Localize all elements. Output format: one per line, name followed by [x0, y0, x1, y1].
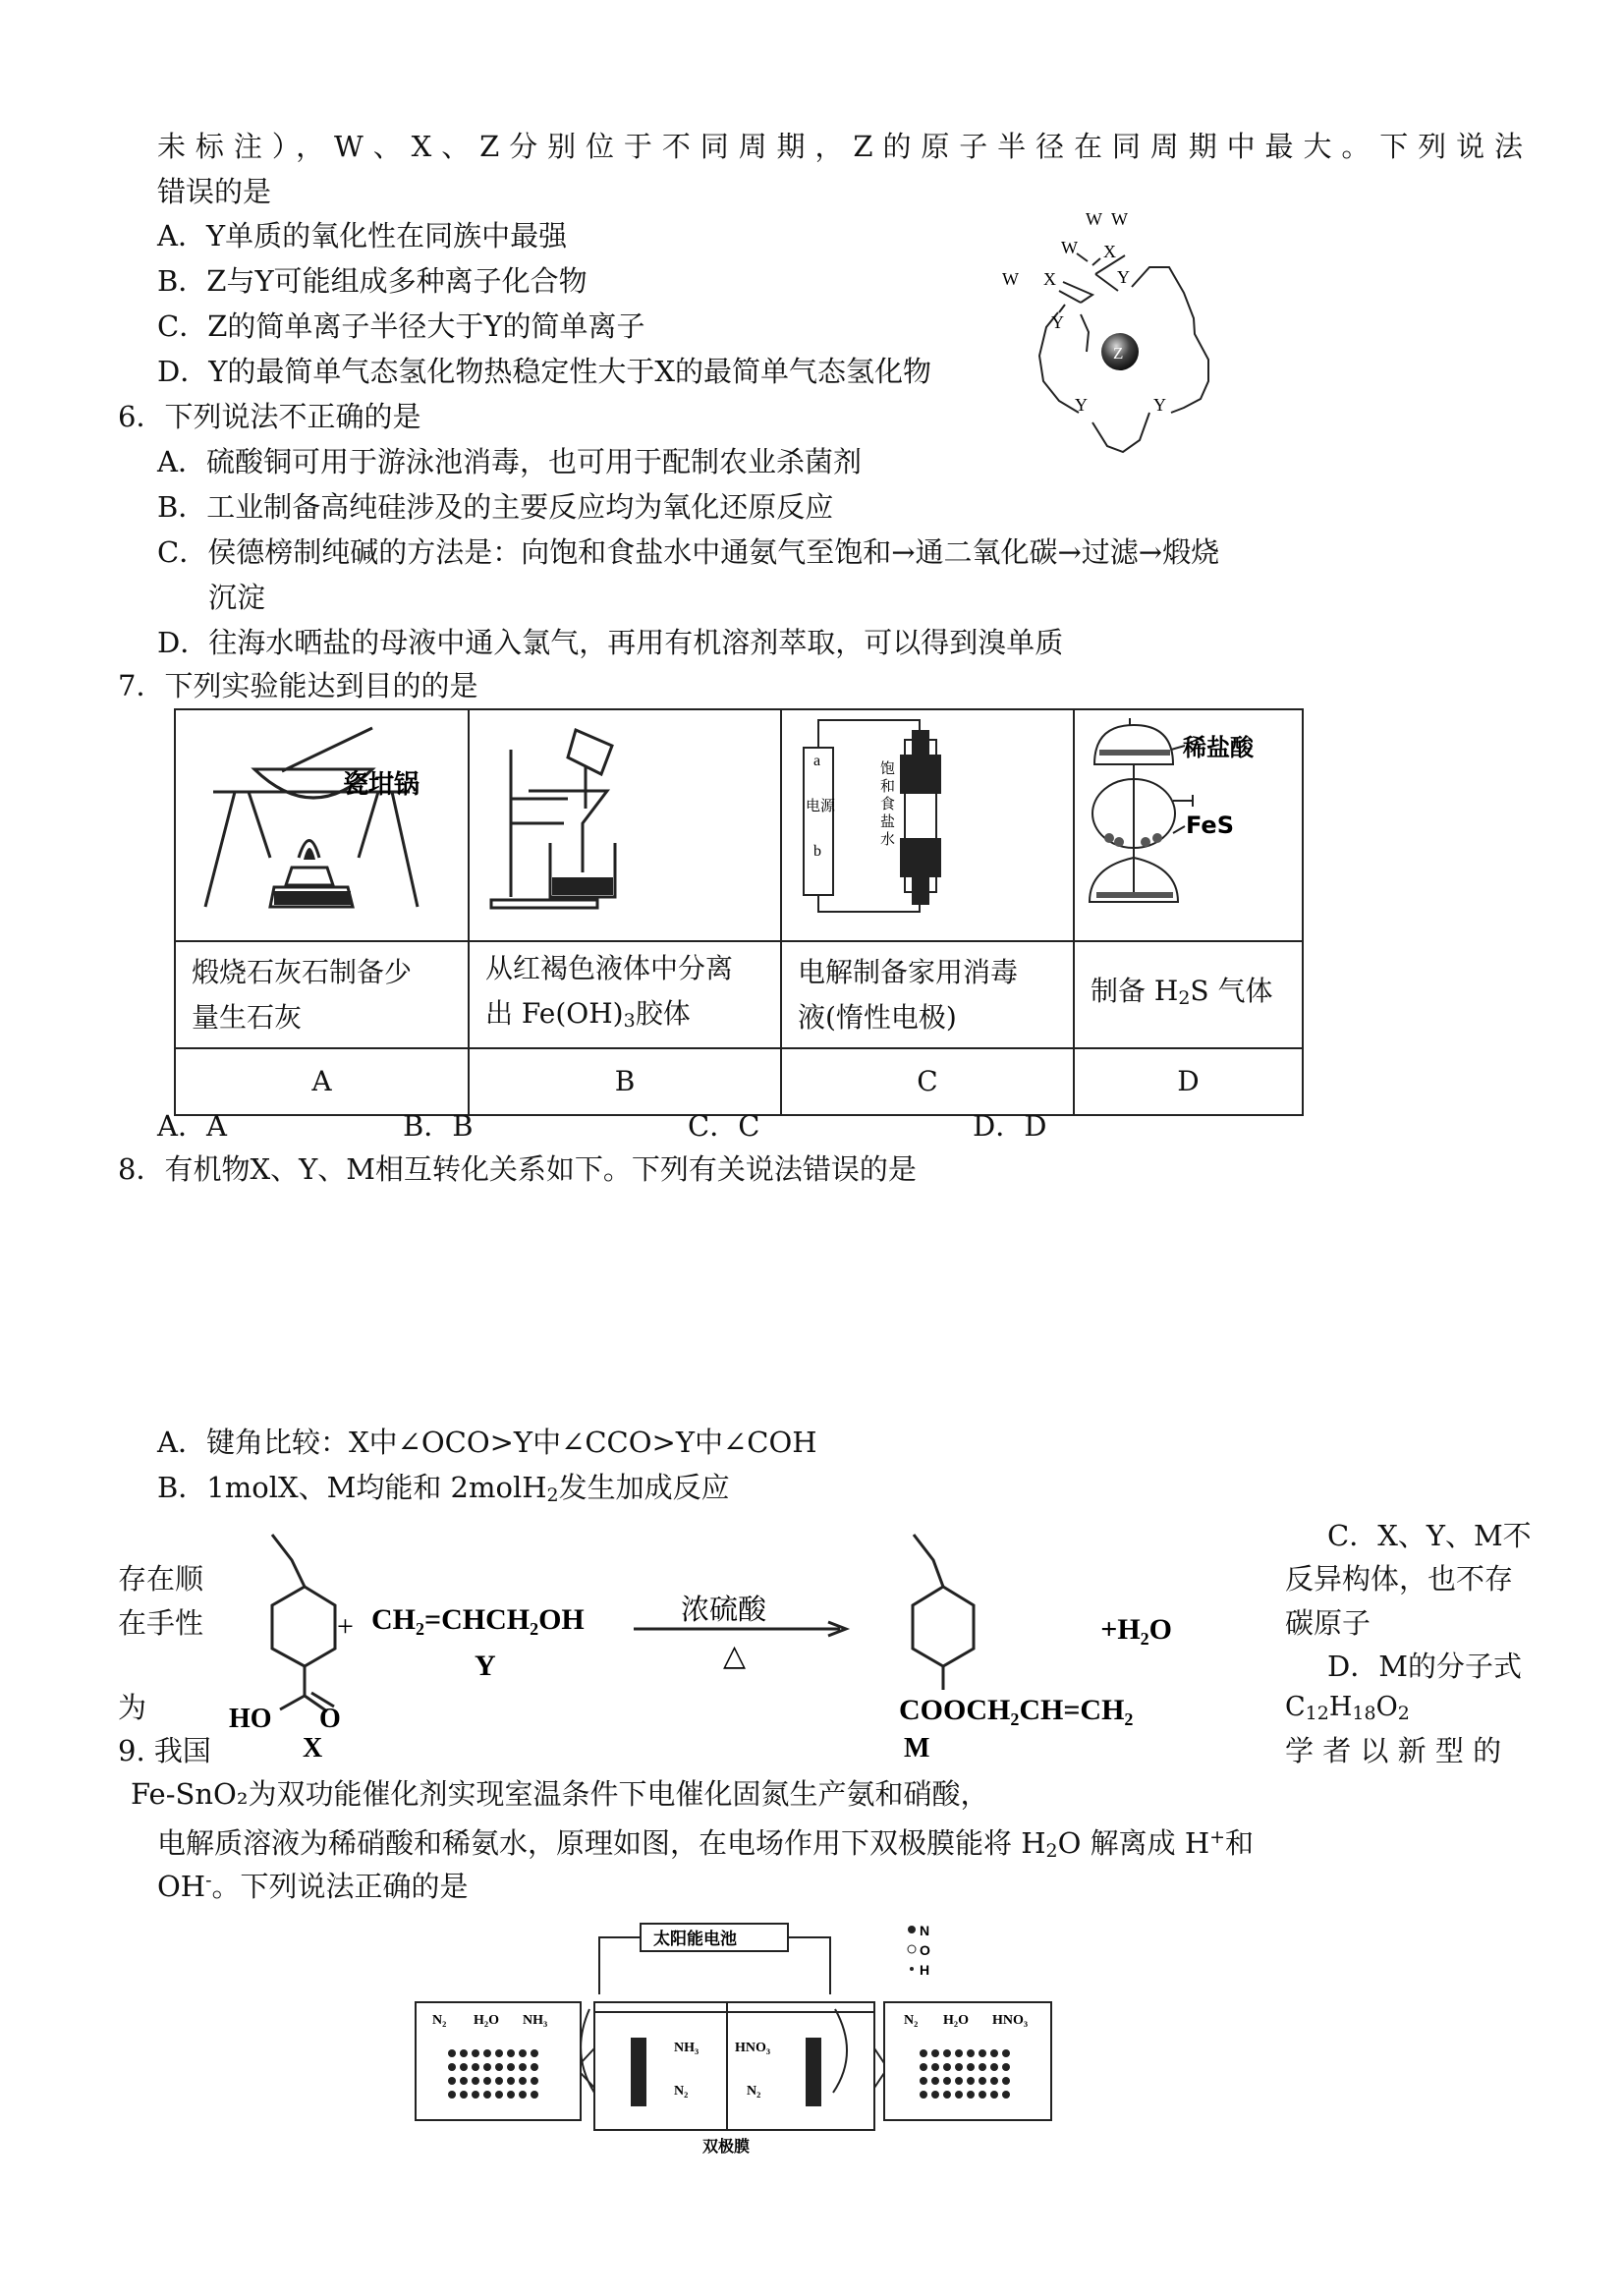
q9-fig-right-h2o: H₂O — [943, 2013, 969, 2028]
q9-fig-right-catalyst-grid — [920, 2049, 1010, 2099]
q8-scheme-y-label: Y — [475, 1650, 496, 1682]
q5-stem-line2: 错误的是 — [157, 175, 272, 208]
q8-scheme-o: O — [319, 1704, 341, 1734]
q8-right-frag-1: C．X、Y、M不 — [1327, 1519, 1532, 1552]
q8-right-frag-2: 反异构体，也不存 — [1285, 1562, 1514, 1596]
q8-left-frag-1: 存在顺 — [118, 1562, 204, 1596]
q8-reaction-scheme — [221, 1523, 1203, 1759]
q7-figure-d-fes-label: FeS — [1186, 812, 1234, 839]
q9-fig-cell-hno3: HNO₃ — [735, 2041, 771, 2055]
q7-figure-c-electrolysis — [782, 710, 1073, 926]
q7-label-a: A — [175, 1048, 469, 1115]
q7-label-c: C — [781, 1048, 1074, 1115]
q9-fig-legend-h-dot — [910, 1967, 914, 1971]
q5-ring-w2: W — [1111, 209, 1128, 229]
q7-caption-a: 煅烧石灰石制备少 量生石灰 — [175, 941, 469, 1048]
q7-figure-d-kipp-apparatus — [1075, 710, 1301, 926]
q5-option-a: A．Y单质的氧化性在同族中最强 — [157, 219, 568, 252]
q5-ring-y3: Y — [1075, 395, 1088, 415]
q6-option-a: A．硫酸铜可用于游泳池消毒，也可用于配制农业杀菌剂 — [157, 445, 862, 478]
q7-caption-d: 制备 $H_2S$ 气体 — [1074, 941, 1303, 1048]
q7-figure-d-acid-label: 稀盐酸 — [1183, 734, 1254, 761]
q9-fig-left-h2o: H₂O — [474, 2013, 499, 2028]
q7-figure-b-cell — [469, 709, 781, 941]
q8-option-b: B．1molX、M均能和 2molH$_2$发生加成反应 — [157, 1471, 730, 1506]
q6-option-b: B．工业制备高纯硅涉及的主要反应均为氧化还原反应 — [157, 490, 834, 524]
q5-option-c: C．Z的简单离子半径大于Y的简单离子 — [157, 309, 645, 343]
q5-ring-x2: X — [1043, 269, 1056, 289]
q5-ring-w1: W — [1086, 209, 1102, 229]
q5-ring-y4: Y — [1153, 395, 1166, 415]
q5-stem-line1: 未标注），W、X、Z分别位于不同周期，Z的原子半径在同周期中最大。下列说法 — [157, 130, 1523, 163]
q9-fig-cell-n2-left: N₂ — [674, 2084, 689, 2099]
q9-electrolysis-figure — [413, 1916, 1061, 2156]
q9-fig-legend-n: N — [920, 1923, 930, 1938]
q8-stem: 8．有机物X、Y、M相互转化关系如下。下列有关说法错误的是 — [118, 1152, 917, 1186]
q7-figure-c-brine-3: 食 — [880, 795, 896, 812]
q7-figure-c-brine-4: 盐 — [880, 812, 896, 830]
q5-option-b: B．Z与Y可能组成多种离子化合物 — [157, 264, 588, 298]
q9-fig-battery: 太阳能电池 — [653, 1930, 737, 1949]
q5-ring-w4: W — [1002, 269, 1019, 289]
q7-figure-c-power-label: 电源 — [806, 797, 836, 814]
q9-right-frag: 学 者 以 新 型 的 — [1285, 1734, 1502, 1767]
q8-scheme-x-label: X — [303, 1733, 323, 1759]
q8-left-frag-2: 在手性 — [118, 1606, 204, 1640]
q9-fig-legend-h: H — [920, 1962, 930, 1978]
q6-option-c-line1: C．侯德榜制纯碱的方法是：向饱和食盐水中通氨气至饱和→通二氧化碳→过滤→煅烧 — [157, 535, 1220, 569]
q8-right-frag-4: D．M的分子式 — [1327, 1650, 1522, 1683]
q9-fig-membrane: 双极膜 — [702, 2137, 751, 2156]
q8-scheme-plus-water: +H₂O — [1100, 1613, 1172, 1646]
q9-fig-left-n2: N₂ — [432, 2013, 447, 2028]
q9-fig-left-catalyst-grid — [448, 2049, 538, 2099]
q7-choice-a: A．A — [157, 1109, 227, 1143]
q8-scheme-m-label: M — [904, 1733, 930, 1759]
q7-caption-b: 从红褐色液体中分离 出 $Fe(OH)_3$胶体 — [469, 941, 781, 1048]
q9-number: 9. 我国 — [118, 1734, 211, 1767]
q9-fig-legend-n-dot — [908, 1926, 916, 1933]
q6-stem: 6．下列说法不正确的是 — [118, 400, 421, 433]
q9-fig-legend-o-dot — [908, 1945, 916, 1953]
q7-figure-a-crucible-label: 瓷坩锅 — [343, 770, 420, 800]
q8-right-frag-3: 碳原子 — [1285, 1606, 1371, 1640]
q8-scheme-reagent: 浓硫酸 — [681, 1593, 767, 1626]
q9-fig-cell-nh3: NH₃ — [674, 2041, 700, 2055]
q7-figure-a-crucible-heating — [176, 710, 467, 926]
q9-line2: 电解质溶液为稀硝酸和稀氨水，原理如图，在电场作用下双极膜能将 $H_2O$ 解离成 H+和 — [157, 1826, 1255, 1862]
q7-figure-a-cell — [175, 709, 469, 941]
q9-fig-left-nh3: NH₃ — [523, 2013, 548, 2028]
q5-ring-structure — [982, 204, 1238, 462]
q7-choice-d: D．D — [973, 1109, 1047, 1143]
q8-left-frag-3: 为 — [118, 1691, 147, 1724]
q6-option-d: D．往海水晒盐的母液中通入氯气，再用有机溶剂萃取，可以得到溴单质 — [157, 626, 1064, 659]
q7-figure-c-b-label: b — [813, 843, 821, 860]
q8-scheme-y-formula: CH₂=CHCH₂OH — [371, 1603, 585, 1636]
q5-ring-z-label: Z — [1113, 344, 1124, 363]
q7-stem: 7．下列实验能达到目的的是 — [118, 669, 478, 702]
q8-scheme-m-substituent: COOCH₂CH=CH₂ — [899, 1694, 1134, 1726]
q7-label-b: B — [469, 1048, 781, 1115]
q7-figure-c-brine-2: 和 — [880, 777, 896, 795]
q5-ring-y2: Y — [1051, 312, 1064, 332]
q5-ring-x1: X — [1103, 242, 1116, 261]
q8-scheme-ho: HO — [229, 1704, 272, 1734]
q6-option-c-line2: 沉淀 — [208, 581, 266, 614]
q9-fig-cell-n2-right: N₂ — [747, 2084, 761, 2099]
q9-fig-legend-o: O — [920, 1942, 930, 1958]
q9-fig-right-hno3: HNO₃ — [992, 2013, 1029, 2028]
q9-line3: OH-。下列说法正确的是 — [157, 1870, 469, 1903]
q7-figure-c-a-label: a — [813, 753, 821, 769]
q7-figure-c-brine-1: 饱 — [880, 759, 896, 777]
q8-scheme-plus-1: + — [337, 1610, 354, 1643]
q5-ring-y1: Y — [1117, 267, 1130, 287]
q7-figure-d-cell — [1074, 709, 1303, 941]
q8-scheme-heat: △ — [723, 1639, 747, 1673]
q7-choice-b: B．B — [403, 1109, 474, 1143]
q5-option-d: D．Y的最简单气态氢化物热稳定性大于X的最简单气态氢化物 — [157, 355, 932, 388]
q7-figure-c-cell — [781, 709, 1074, 941]
q7-figure-b-filtration — [470, 710, 778, 926]
q7-experiment-table — [174, 708, 1304, 1116]
q9-line1: Fe-SnO₂为双功能催化剂实现室温条件下电催化固氮生产氨和硝酸， — [131, 1777, 989, 1811]
q7-figure-c-brine-5: 水 — [880, 830, 896, 848]
q8-m-formula: $C_{12}H_{18}O_2$ — [1285, 1692, 1410, 1724]
q7-caption-c: 电解制备家用消毒 液(惰性电极) — [781, 941, 1074, 1048]
q9-fig-right-n2: N₂ — [904, 2013, 919, 2028]
q8-option-a: A．键角比较：X中∠OCO>Y中∠CCO>Y中∠COH — [157, 1426, 817, 1459]
q7-label-d: D — [1074, 1048, 1303, 1115]
q7-choice-c: C．C — [688, 1109, 760, 1143]
q5-ring-w3: W — [1061, 238, 1078, 257]
